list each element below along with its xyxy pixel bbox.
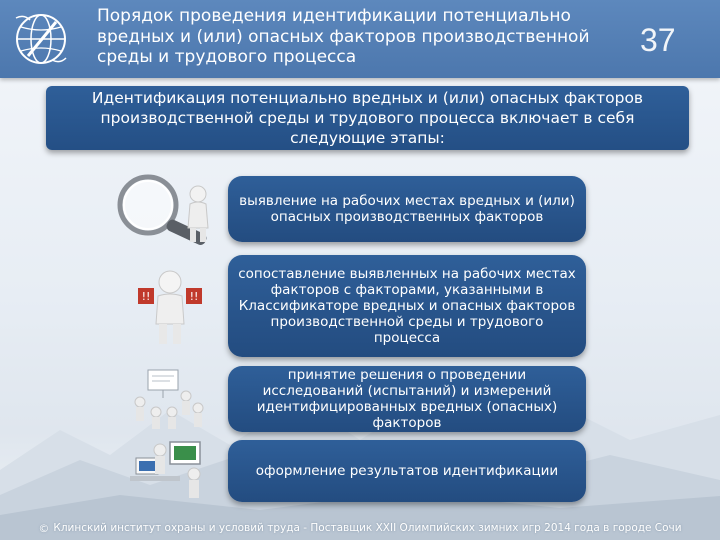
intro-text: Идентификация потенциально вредных и (или) опасных факторов производственной среды и трудового процесса включает в себя следующие этапы:: [91, 89, 644, 147]
page-title: Порядок проведения идентификации потенциально вредных и (или) опасных факторов производственной среды и трудового процесса: [97, 6, 590, 67]
step-text: выявление на рабочих местах вредных и (или) опасных производственных факторов: [239, 193, 575, 225]
globe-logo-icon: [8, 6, 74, 72]
step-text: сопоставление выявленных на рабочих местах факторов с факторами, указанными в Классификаторе вредных и опасных факторов производственной среды и трудового процесса: [238, 266, 576, 346]
copyright-icon: ©: [38, 521, 50, 535]
svg-text:!!: !!: [141, 290, 151, 303]
meeting-figures-icon: [128, 366, 212, 430]
svg-text:!!: !!: [189, 290, 199, 303]
footer-text: Клинский институт охраны и условий труда - Поставщик XXII Олимпийских зимних игр 2014 года в городе Сочи: [53, 522, 682, 534]
step-identification: [228, 176, 586, 242]
footer: [0, 516, 720, 540]
intro-panel: [46, 86, 689, 150]
slide-number: 37: [640, 22, 676, 58]
figure-at-computer-icon: [124, 436, 214, 500]
header-bar: [0, 0, 720, 78]
magnifier-figure-icon: [112, 172, 224, 246]
step-text: принятие решения о проведении исследований (испытаний) и измерений идентифицированных вредных (опасных) факторов: [256, 367, 558, 431]
step-text: оформление результатов идентификации: [255, 463, 559, 479]
step-comparison: [228, 255, 586, 357]
step-decision: [228, 366, 586, 432]
figure-holding-signs-icon: [130, 266, 210, 346]
step-documentation: [228, 440, 586, 502]
